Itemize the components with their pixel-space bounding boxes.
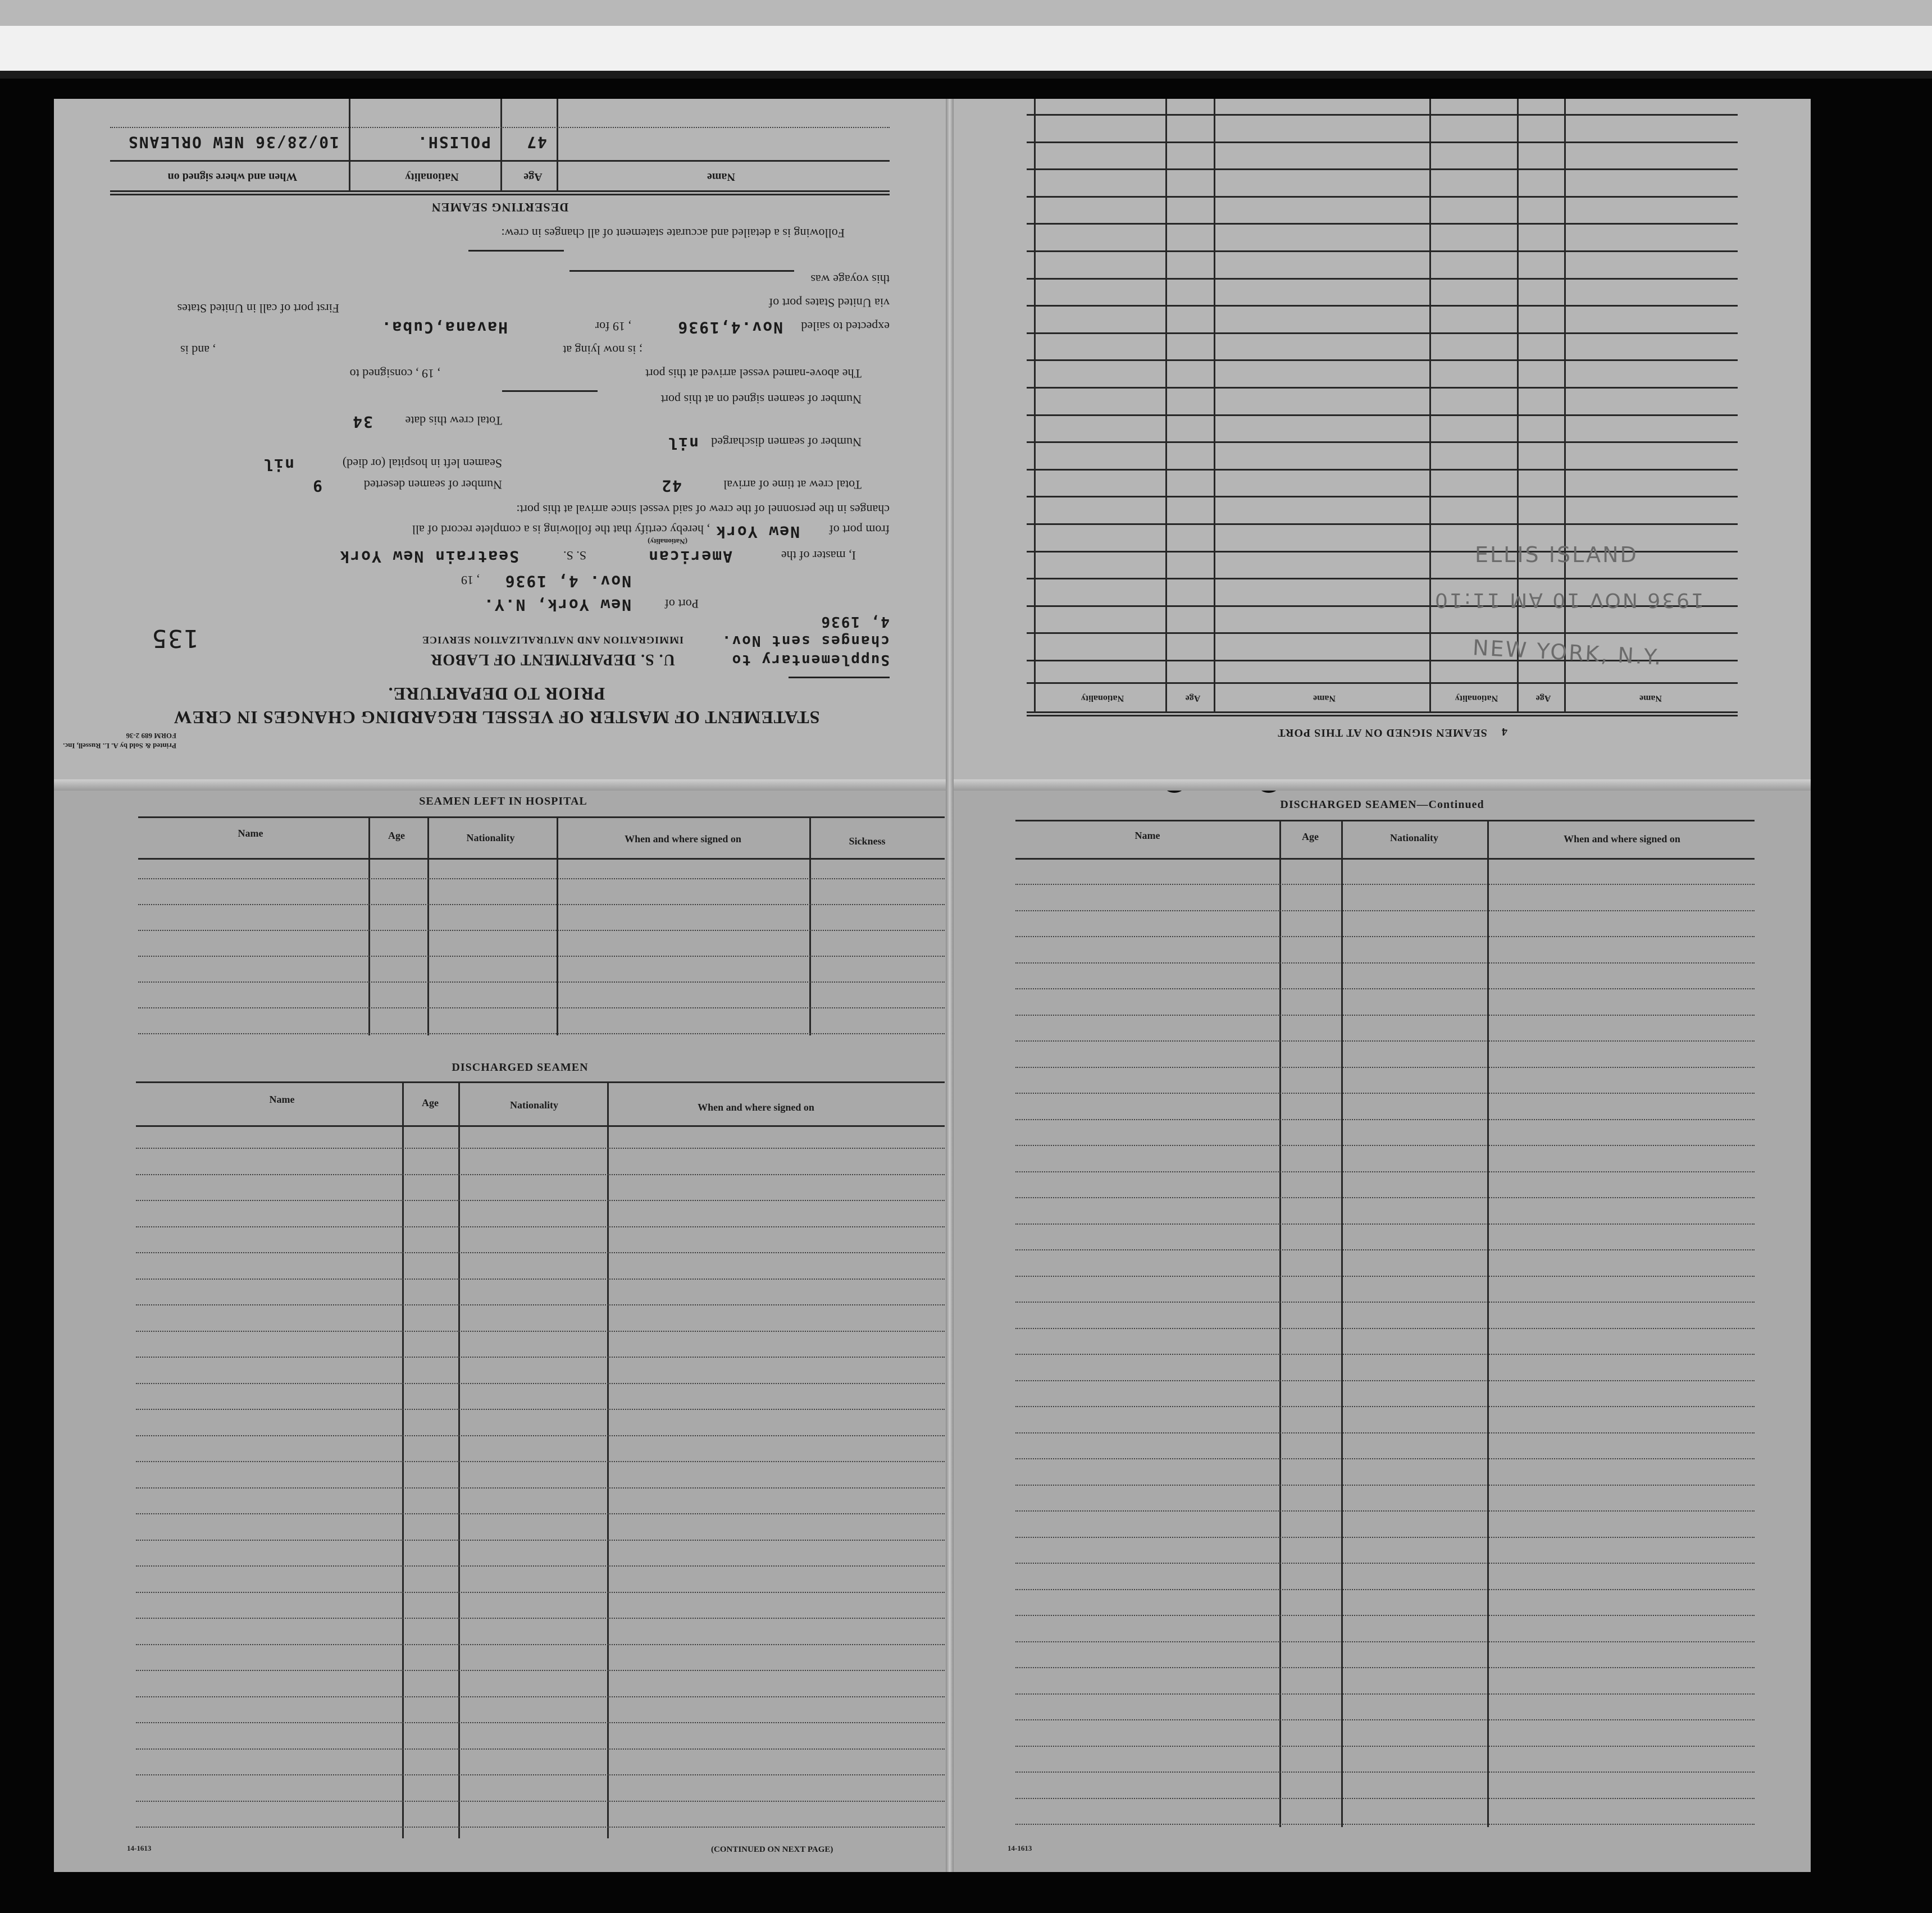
ruling-line — [136, 1696, 945, 1697]
ruling-line — [1015, 1432, 1755, 1433]
ruling-line — [1015, 1537, 1755, 1538]
ruling-line — [1015, 1171, 1755, 1172]
hospital-and-discharged-panel — [54, 791, 946, 1872]
deserted-value: 9 — [312, 477, 322, 495]
ruling-line — [136, 1357, 945, 1358]
ruling-line — [1015, 1223, 1755, 1225]
ruling-line — [136, 1644, 945, 1645]
ruling-line — [1027, 223, 1738, 225]
scan-top-margin — [0, 26, 1932, 71]
ruling-line — [138, 930, 945, 931]
ruling-line — [138, 904, 945, 905]
ruling-line — [136, 1618, 945, 1619]
ruling-line — [136, 1827, 945, 1828]
ruling-line — [1015, 1328, 1755, 1329]
total-crew-label: Total crew this date — [405, 414, 502, 428]
destination-value: Havana,Cuba. — [380, 318, 508, 337]
changes-text: changes in the personnel of the crew of said vessel since arrival at this port: — [516, 503, 890, 517]
hospital-label: Seamen left in hospital (or died) — [342, 456, 502, 471]
discharged-header-name: Name — [269, 1094, 295, 1105]
printer-note: Printed & Sold by A. L. Russell, Inc. — [63, 742, 176, 750]
department-name: U. S. DEPARTMENT OF LABOR — [430, 651, 675, 668]
ruling-line — [1015, 1615, 1755, 1616]
ruling-line — [1015, 1302, 1755, 1303]
ruling-line — [138, 1007, 945, 1008]
discharged-header-rule — [136, 1125, 945, 1127]
signed-on-header-nat-2: Nationality — [1081, 693, 1124, 703]
department-service: IMMIGRATION AND NATURALIZATION SERVICE — [422, 634, 684, 646]
ruling-line — [1015, 1798, 1755, 1799]
port-value: New York, N.Y. — [482, 596, 631, 614]
ruling-line — [136, 1148, 945, 1149]
ruling-line — [1015, 1380, 1755, 1381]
port-label: Port of — [664, 597, 699, 611]
ruling-line — [1027, 523, 1738, 525]
ruling-line — [1027, 387, 1738, 389]
ruling-line — [136, 1279, 945, 1280]
total-crew-arrival-value: 42 — [660, 477, 682, 495]
ruling-line — [1015, 1510, 1755, 1512]
discharged-cont-col-1 — [1279, 820, 1281, 1827]
ruling-line — [136, 1409, 945, 1410]
deserting-header-rule — [110, 160, 890, 162]
deserting-col-3 — [349, 99, 350, 192]
supplement-note-1: Supplementary to — [731, 651, 890, 668]
signed-on-title: SEAMEN SIGNED ON AT THIS PORT — [1277, 727, 1487, 739]
ruling-line — [1027, 496, 1738, 497]
discharged-col-1 — [402, 1081, 404, 1838]
signed-on-header-name-1: Name — [1639, 693, 1662, 703]
total-crew-arrival-label: Total crew at time of arrival — [723, 478, 862, 492]
discharged-label: Number of seamen discharged — [711, 435, 862, 449]
ruling-line — [1015, 1772, 1755, 1773]
ruling-line — [136, 1565, 945, 1567]
ruling-line — [136, 1487, 945, 1489]
ruling-line — [136, 1226, 945, 1227]
for-label: , 19 for — [595, 319, 631, 334]
deserting-top-rule — [110, 194, 890, 195]
discharged-cont-col-3 — [1487, 820, 1489, 1827]
continued-note: (CONTINUED ON NEXT PAGE) — [711, 1845, 833, 1854]
nationality-value: American — [648, 547, 732, 566]
ruling-line — [1015, 1641, 1755, 1642]
signed-on-top-rule — [1027, 715, 1738, 716]
discharged-header-signed: When and where signed on — [698, 1102, 814, 1113]
discharged-cont-title: DISCHARGED SEAMEN—Continued — [1280, 798, 1484, 811]
master-label: I, master of the — [781, 549, 856, 563]
ruling-line — [136, 1592, 945, 1593]
ruling-line — [1015, 1119, 1755, 1120]
ruling-line — [1027, 305, 1738, 307]
hospital-header-nationality: Nationality — [466, 832, 515, 843]
ruling-line — [1015, 1145, 1755, 1146]
consigned-text: , 19 , consigned to — [349, 367, 440, 381]
discharged-top-rule — [136, 1081, 945, 1083]
discharged-header-age: Age — [422, 1097, 439, 1108]
lying-text: ; is now lying at — [563, 343, 643, 357]
total-crew-value: 34 — [352, 413, 373, 431]
ruling-line — [1015, 1406, 1755, 1407]
discharged-col-2 — [458, 1081, 460, 1838]
statement-panel — [54, 99, 946, 779]
ruling-line — [1015, 1589, 1755, 1590]
scan-top-edge — [0, 71, 1932, 79]
hospital-col-1 — [368, 816, 370, 1035]
discharged-cont-header-nationality: Nationality — [1389, 832, 1438, 843]
ruling-line — [1015, 988, 1755, 989]
voyage-rule — [569, 270, 794, 272]
discharged-cont-header-age: Age — [1302, 831, 1319, 842]
deserting-header-age: Age — [523, 171, 543, 183]
manifest-sheet — [54, 99, 1811, 1872]
ellis-island-stamp-line2: 1936 NOV 10 AM 11:10 — [1433, 588, 1704, 611]
ruling-line — [136, 1670, 945, 1671]
signed-on-top-rule-2 — [1027, 711, 1738, 713]
arrived-text: The above-named vessel arrived at this port — [645, 367, 862, 381]
signed-on-header-age-2: Age — [1185, 693, 1201, 703]
ruling-line — [1015, 910, 1755, 911]
ruling-line — [1015, 1197, 1755, 1198]
date-value: Nov. 4, 1936 — [504, 572, 631, 591]
discharged-cont-header-rule — [1015, 858, 1755, 860]
ruling-line — [138, 956, 945, 957]
ruling-line — [1015, 1354, 1755, 1355]
deserting-title: DESERTING SEAMEN — [431, 200, 569, 214]
ruling-line — [136, 1304, 945, 1305]
ruling-line — [1027, 441, 1738, 443]
following-text: Following is a detailed and accurate statement of all changes in crew: — [501, 226, 845, 240]
first-port-text: First port of call in United States — [177, 302, 339, 316]
discharged-col-3 — [607, 1081, 609, 1838]
footer-code-right: 14-1613 — [1008, 1844, 1032, 1852]
form-title: STATEMENT OF MASTER OF VESSEL REGARDING CHANGES IN CREW — [173, 707, 820, 728]
ruling-line — [1015, 1563, 1755, 1564]
supplement-rule — [789, 677, 890, 678]
ruling-line — [138, 981, 945, 983]
ruling-line — [1027, 469, 1738, 471]
deserted-label: Number of seamen deserted — [363, 478, 502, 492]
deserting-row-line — [110, 127, 890, 128]
ruling-line — [1027, 278, 1738, 280]
deserting-top-rule-2 — [110, 190, 890, 192]
ellis-island-stamp-line1: ELLIS ISLAND — [1475, 542, 1638, 567]
page-mark: 4 — [1502, 725, 1507, 738]
and-is-text: , and is — [180, 343, 216, 357]
ruling-line — [1015, 1824, 1755, 1825]
following-rule — [468, 250, 564, 252]
discharged-cont-col-2 — [1341, 820, 1343, 1827]
discharged-cont-header-name: Name — [1134, 830, 1160, 841]
ruling-line — [136, 1513, 945, 1514]
deserting-col-2 — [500, 99, 502, 192]
vertical-fold — [946, 99, 954, 1872]
certify-text: , hereby certify that the following is a complete record of all — [412, 523, 710, 537]
supplement-note-3: 4, 1936 — [820, 613, 890, 630]
ruling-line — [136, 1200, 945, 1201]
ellis-island-stamp-line3: NEW YORK, N.Y. — [1472, 635, 1664, 670]
voyage-text: this voyage was — [810, 272, 890, 286]
ruling-line — [1027, 359, 1738, 361]
discharged-continued-panel — [954, 791, 1811, 1872]
ruling-line — [1027, 414, 1738, 416]
ruling-line — [1027, 578, 1738, 579]
ruling-line — [1015, 1746, 1755, 1747]
signed-on-header-name-2: Name — [1313, 693, 1336, 703]
ruling-line — [136, 1435, 945, 1436]
hospital-col-4 — [809, 816, 811, 1035]
ruling-line — [1015, 884, 1755, 885]
hospital-header-name: Name — [238, 828, 263, 839]
hospital-col-2 — [427, 816, 429, 1035]
ruling-line — [1015, 1485, 1755, 1486]
sailed-value: Nov.4,1936 — [677, 318, 783, 337]
via-text: via United States port of — [768, 296, 890, 310]
signed-on-header-rule — [1027, 682, 1738, 684]
hospital-header-signed: When and where signed on — [625, 833, 741, 844]
signed-on-panel — [954, 99, 1811, 779]
ruling-line — [1027, 632, 1738, 634]
ruling-line — [1015, 1040, 1755, 1042]
discharged-value: nil — [667, 434, 699, 453]
form-title-line2: PRIOR TO DEPARTURE. — [388, 684, 605, 704]
deserting-header-nationality: Nationality — [405, 171, 459, 183]
deserting-row-age: 47 — [526, 133, 547, 152]
ruling-line — [1027, 168, 1738, 170]
hospital-title: SEAMEN LEFT IN HOSPITAL — [419, 795, 587, 807]
nationality-caption: (Nationality) — [648, 537, 687, 546]
ruling-line — [1015, 1458, 1755, 1459]
vessel-name: Seatrain New York — [339, 547, 519, 566]
ruling-line — [136, 1331, 945, 1332]
sailed-label: expected to sailed — [801, 319, 890, 334]
scan-top-band — [0, 0, 1932, 26]
deserting-header-name: Name — [707, 171, 735, 183]
deserting-col-1 — [557, 99, 558, 192]
deserting-header-signed: When and where signed on — [167, 171, 298, 183]
ruling-line — [1015, 1693, 1755, 1695]
ruling-line — [1015, 962, 1755, 964]
ruling-line — [1015, 936, 1755, 937]
discharged-cont-top-rule — [1015, 820, 1755, 821]
signed-on-label: Number of seamen signed on at this port — [660, 392, 862, 407]
ruling-line — [1015, 1093, 1755, 1094]
deserting-row-signed: 10/28/36 NEW ORLEANS — [127, 133, 339, 152]
discharged-title: DISCHARGED SEAMEN — [452, 1061, 589, 1074]
ruling-line — [1027, 141, 1738, 143]
ruling-line — [136, 1461, 945, 1462]
date-year: , 19 — [461, 573, 480, 587]
ruling-line — [1027, 250, 1738, 252]
ruling-line — [136, 1174, 945, 1175]
ruling-line — [136, 1801, 945, 1802]
from-port-label: from port of — [829, 523, 890, 537]
vessel-prefix: S. S. — [563, 549, 586, 563]
deserting-row-nationality: POLISH. — [416, 133, 491, 152]
ruling-line — [1027, 332, 1738, 334]
signed-on-col-6 — [1034, 99, 1036, 713]
signed-on-header-nat-1: Nationality — [1455, 693, 1498, 703]
ruling-line — [136, 1722, 945, 1723]
ruling-line — [1027, 114, 1738, 116]
horizontal-fold — [54, 779, 1811, 791]
ruling-line — [1015, 1276, 1755, 1277]
supplement-note-2: changes sent Nov. — [721, 632, 890, 649]
hospital-header-rule — [138, 858, 945, 860]
ruling-line — [136, 1748, 945, 1750]
discharged-cont-header-signed: When and where signed on — [1564, 833, 1680, 844]
file-number: 135 — [151, 624, 199, 652]
hospital-col-3 — [557, 816, 558, 1035]
ruling-line — [1015, 1667, 1755, 1668]
hospital-header-sickness: Sickness — [849, 835, 886, 847]
ruling-line — [136, 1252, 945, 1253]
ruling-line — [1015, 1067, 1755, 1068]
signed-on-col-4 — [1214, 99, 1215, 713]
from-port-value: New York — [715, 523, 800, 541]
signed-on-rule — [502, 390, 598, 392]
ruling-line — [138, 878, 945, 879]
form-number: FORM 689 2-36 — [126, 732, 176, 740]
ruling-line — [136, 1774, 945, 1775]
ruling-line — [136, 1383, 945, 1384]
signed-on-col-1 — [1564, 99, 1566, 713]
signed-on-col-3 — [1429, 99, 1431, 713]
ruling-line — [138, 1033, 945, 1034]
ruling-line — [136, 1540, 945, 1541]
ruling-line — [1015, 1249, 1755, 1250]
hospital-value: nil — [262, 455, 294, 474]
signed-on-header-age-1: Age — [1535, 693, 1551, 703]
ruling-line — [1015, 1015, 1755, 1016]
hospital-top-rule — [138, 816, 945, 818]
footer-code-left: 14-1613 — [127, 1844, 152, 1852]
ruling-line — [1015, 1719, 1755, 1720]
signed-on-col-5 — [1165, 99, 1167, 713]
ruling-line — [1027, 196, 1738, 198]
discharged-header-nationality: Nationality — [509, 1099, 558, 1111]
hospital-header-age: Age — [388, 830, 405, 841]
signed-on-col-2 — [1517, 99, 1519, 713]
